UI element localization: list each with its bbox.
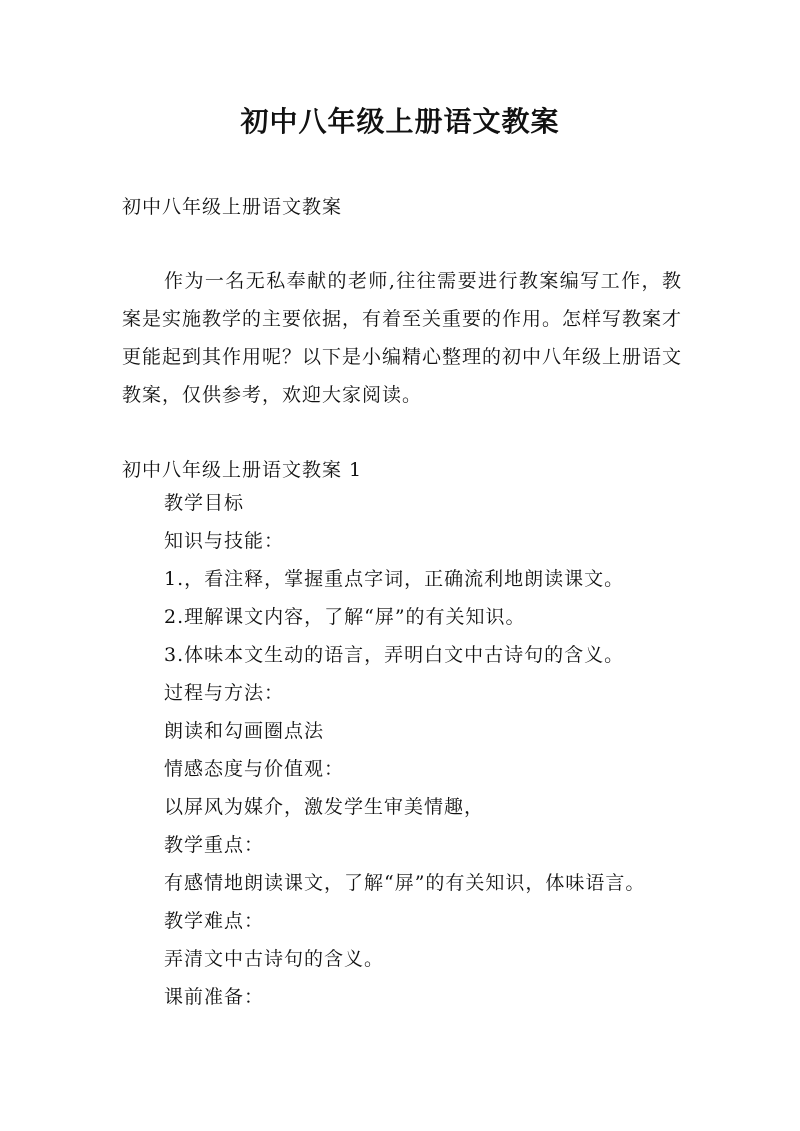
line-difficulties: 教学难点： [164, 910, 265, 932]
line-process-methods: 过程与方法： [164, 682, 285, 704]
lesson-plan-lines [164, 484, 694, 1016]
line-reading-method: 朗读和勾画圈点法 [164, 720, 325, 742]
line-emotion-values: 情感态度与价值观： [164, 758, 345, 780]
line-key-points-content: 有感情地朗读课文，了解“屏”的有关知识，体味语言。 [164, 872, 646, 894]
line-key-points: 教学重点： [164, 834, 265, 856]
line-knowledge-skills: 知识与技能： [164, 530, 285, 552]
line-teaching-objectives: 教学目标 [164, 492, 245, 514]
line-difficulties-content: 弄清文中古诗句的含义。 [164, 948, 385, 970]
line-item-1: 1.，看注释，掌握重点字词，正确流利地朗读课文。 [164, 568, 625, 590]
document-title: 初中八年级上册语文教案 [240, 105, 560, 138]
intro-paragraph: 作为一名无私奉献的老师,往往需要进行教案编写工作，教案是实施教学的主要依据，有着至关重要的作用。怎样写教案才更能起到其作用呢？以下是小编精心整理的初中八年级上册语文教案，仅供参考，欢迎大家阅读。 [122, 270, 683, 406]
section-title: 初中八年级上册语文教案 1 [122, 459, 363, 481]
line-item-2: 2.理解课文内容，了解“屏”的有关知识。 [164, 606, 526, 628]
line-item-3: 3.体味本文生动的语言，弄明白文中古诗句的含义。 [164, 644, 625, 666]
line-screen-medium: 以屏风为媒介，激发学生审美情趣， [164, 796, 485, 818]
line-preparation: 课前准备： [164, 986, 265, 1008]
document-subtitle: 初中八年级上册语文教案 [122, 196, 343, 218]
